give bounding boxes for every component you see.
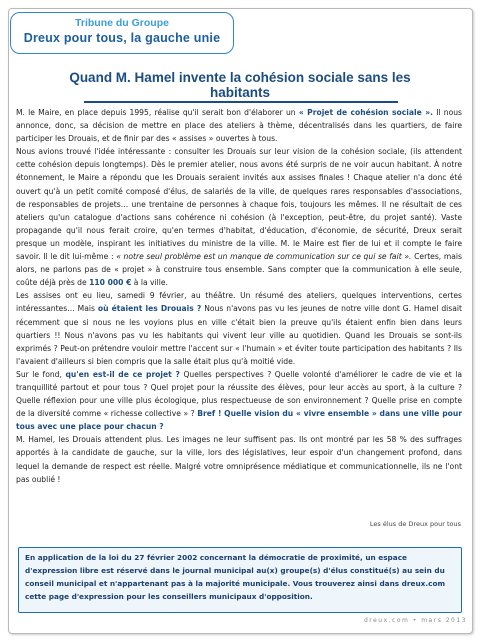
paragraph-2 xyxy=(16,145,462,289)
p3-highlight: où étaient les Drouais ? xyxy=(97,304,202,314)
paragraph-1 xyxy=(16,106,462,145)
paragraph-3 xyxy=(16,289,462,368)
p2-amount: 110 000 € xyxy=(89,278,132,288)
p2-text-b: Certes, mais alors, ne parlons pas de « projet » à construire tous ensemble. Sans compter que la communication à elle seule, coûte déjà près de xyxy=(16,252,462,288)
legal-notice-text: En application de la loi du 27 février 2002 concernant la démocratie de proximité, un espace d'expression libre est réservé dans le journal municipal au(x) groupe(s) d'élus constitué(s) au sein du conseil municipal et n'appartenant pas à la majorité municipale. Vous trouverez ainsi dans dreux.com cette page d'expression pour les conseillers municipaux d'opposition. xyxy=(25,553,446,601)
title-divider xyxy=(84,101,398,103)
p5-text: M. Hamel, les Drouais attendent plus. Les images ne leur suffisent pas. Ils ont montré par les 58 % des suffrages apportés à la candidate de gauche, sur la ville, lors des législatives, leur espoir d'un changement profond, dans lequel la demande de respect est réelle. Malgré votre omniprésence médiatique et communicationnelle, ils ne l'ont pas oublié ! xyxy=(16,435,462,484)
p4-highlight: qu'en est-il de ce projet ? xyxy=(65,369,180,379)
p3-text-b: Nous n'avons pas vu les jeunes de notre ville dont G. Hamel disait récemment que si nous ne les voyions plus en ville c'était bien la preuve qu'ils étaient enfin bien dans leurs quartiers !! Nous n'avons pas vu les habitants qui vivent leur ville au quotidien. Quand les Drouais se sont-ils exprimés ? Peut-on prétendre vouloir mettre l'accent sur « l'humain » et éviter toute participation des habitants ? Ils l'avaient d'ailleurs si bien compris que la salle était plus qu'à moitié vide. xyxy=(16,304,462,366)
legal-notice-box xyxy=(18,547,462,613)
p4-text-a: Sur le fond, xyxy=(16,369,66,379)
p3-text-a: Les assises ont eu lieu, samedi 9 février, au théâtre. Un résumé des ateliers, quelques interventions, certes intéressantes… Mais xyxy=(16,291,462,314)
header-subtitle: Tribune du Groupe xyxy=(75,17,169,29)
paragraph-5 xyxy=(16,433,462,485)
header-group-name: Dreux pour tous, la gauche unie xyxy=(23,31,221,45)
p2-text-c: à la ville. xyxy=(131,278,168,288)
p2-text-a: Nous avions trouvé l'idée intéressante : consulter les Drouais sur leur vision de la cohésion sociale, (ils attendent cette cohésion depuis longtemps). Dès le premier atelier, nous avons été surpris de ne voir aucun habitant. À notre étonnement, le Maire a répondu que les Drouais seraient invités aux assises finales ! Chaque atelier n'a donc été ouvert qu'à un petit comité composé d'élus, de salariés de la ville, de quelques rares responsables d'associations, de responsables de projets… une trentaine de personnes à chaque fois, toujours les mêmes. Il ne résultait de ces ateliers qu'un catalogue d'actions sans cohérence ni cohésion (à l'exception, peut-être, du projet santé). Vaste propagande qu'il nous ferait croire, qu'en termes d'habitat, d'éducation, d'économie, de sécurité, Dreux serait presque un modèle, inspirant les initiatives du ministre de la ville. M. le Maire est fier de lui et il compte le faire savoir. Il le dit lui-même : xyxy=(16,147,462,262)
page-footer: dreux.com • mars 2013 xyxy=(363,617,467,624)
group-header xyxy=(10,12,234,54)
article-signature: Les élus de Dreux pour tous xyxy=(369,520,461,528)
paragraph-4 xyxy=(16,368,462,433)
p1-text-a: M. le Maire, en place depuis 1995, réalise qu'il serait bon d'élaborer un xyxy=(16,108,299,117)
p2-quote: « notre seul problème est un manque de communication sur ce qui se fait ». xyxy=(116,252,412,262)
p4-text-b: Quelles perspectives ? Quelle volonté d'améliorer le cadre de vie et la tranquillité partout et pour tous ? Quel projet pour la réussite des élèves, pour leur accès au sport, à la culture ? Quelle réflexion pour une ville plus écologique, plus respectueuse de son environnement ? Quelle prise en compte de la diversité comme « richesse collective » ? xyxy=(16,369,463,419)
p4-conclusion: Bref ! Quelle vision du « vivre ensemble » dans une ville pour tous avec une place pour chacun ? xyxy=(16,409,462,432)
p1-highlight: « Projet de cohésion sociale ». xyxy=(298,108,433,117)
article-title: Quand M. Hamel invente la cohésion sociale sans les habitants xyxy=(69,70,411,100)
article-body xyxy=(16,106,462,486)
p1-text-b: Il nous annonce, donc, sa décision de mettre en place des ateliers à thème, décentralisés dans les quartiers, de faire participer les Drouais, et de finir par des « assises » ouvertes à tous. xyxy=(16,108,462,144)
